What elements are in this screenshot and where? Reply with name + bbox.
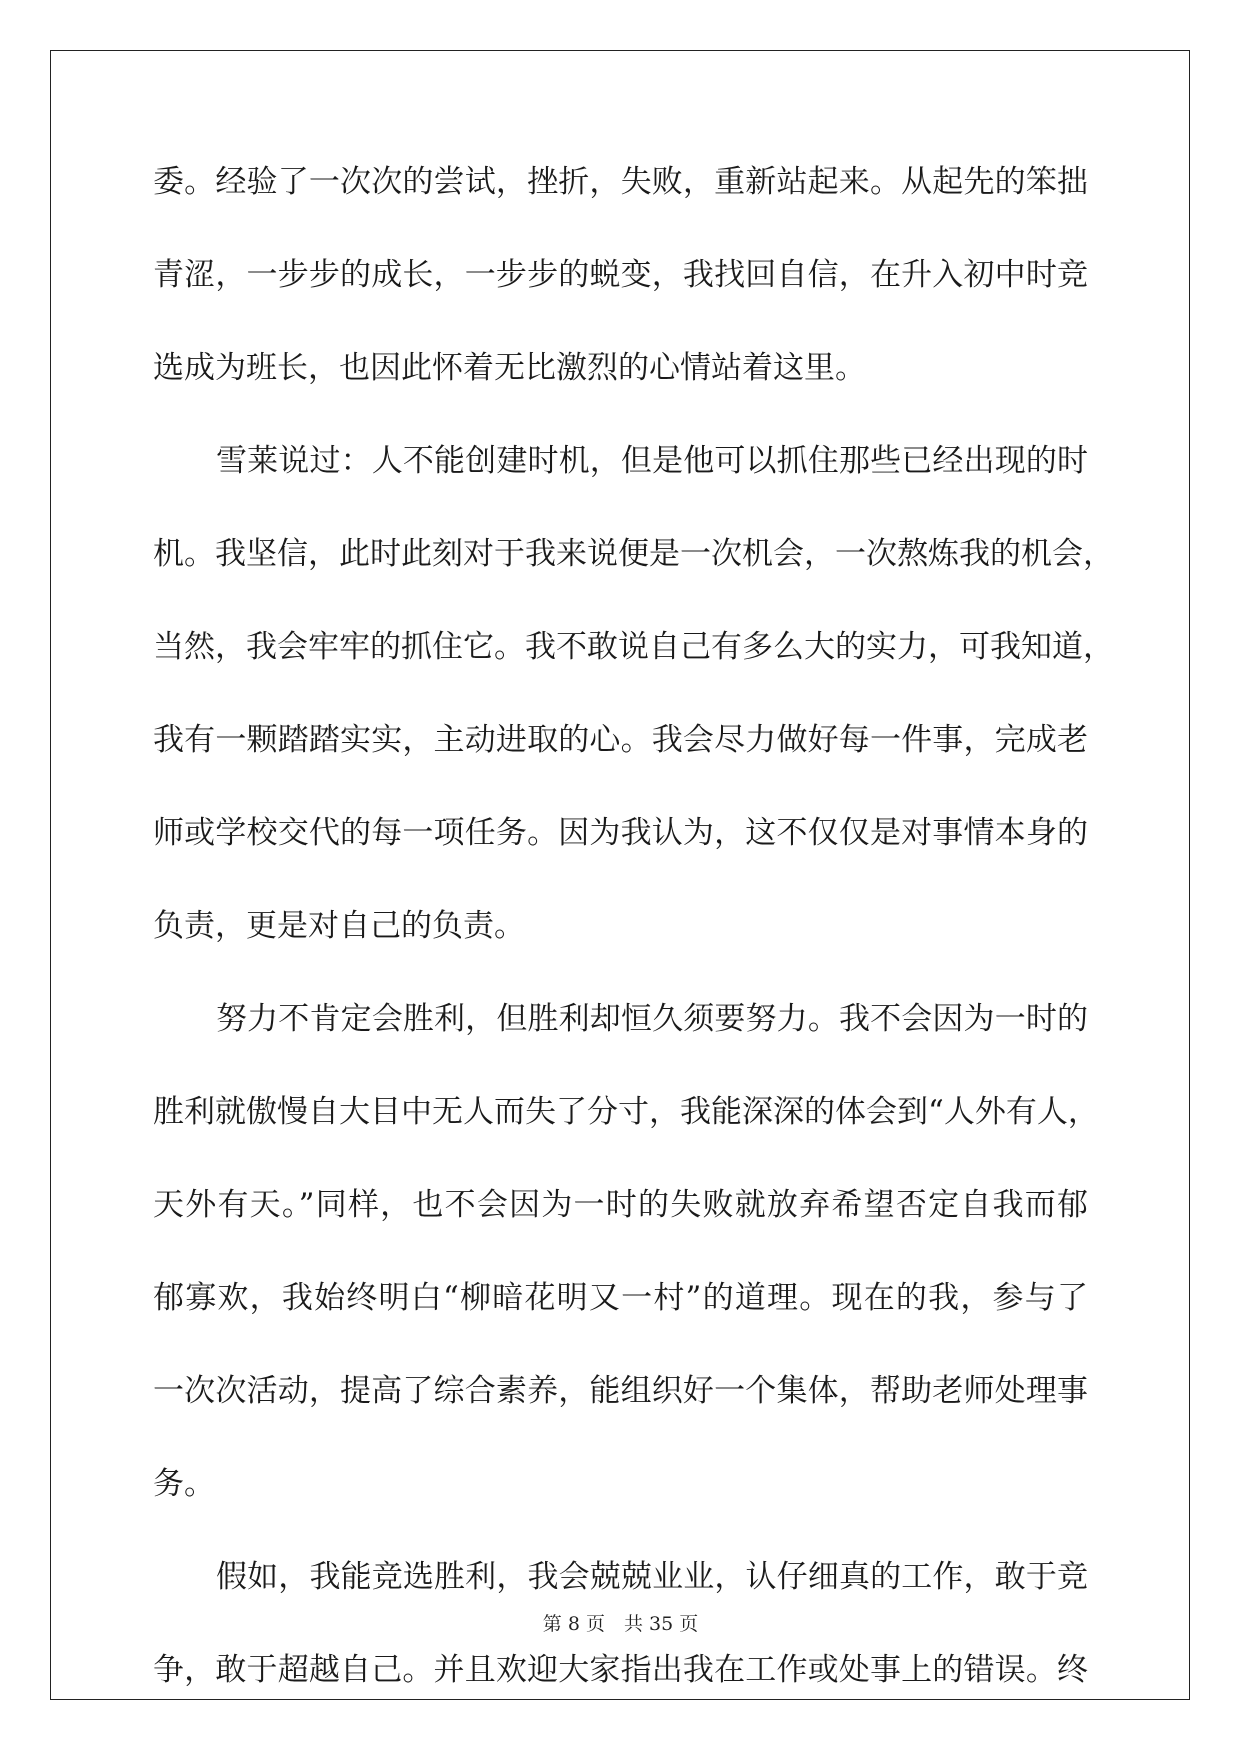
paragraph-first-line: 假如，我能竞选胜利，我会兢兢业业，认仔细真的工作，敢于竞	[216, 1559, 1088, 1595]
paragraph-first-line: 努力不肯定会胜利，但胜利却恒久须要努力。我不会因为一时的	[216, 1001, 1088, 1037]
text-line: 争，敢于超越自己。并且欢迎大家指出我在工作或处事上的错误。终	[153, 1652, 1088, 1688]
text-line: 当然，我会牢牢的抓住它。我不敢说自己有多么大的实力，可我知道，	[153, 629, 1114, 665]
text-line: 胜利就傲慢自大目中无人而失了分寸，我能深深的体会到“人外有人，	[153, 1094, 1099, 1130]
text-line: 一次次活动，提高了综合素养，能组织好一个集体，帮助老师处理事	[153, 1373, 1088, 1409]
document-body	[153, 162, 1114, 1743]
text-line: 青涩，一步步的成长，一步步的蜕变，我找回自信，在升入初中时竞	[153, 257, 1088, 293]
text-line: 务。	[153, 1466, 215, 1502]
text-line: 郁寡欢，我始终明白“柳暗花明又一村”的道理。现在的我，参与了	[153, 1280, 1088, 1316]
text-line: 委。经验了一次次的尝试，挫折，失败，重新站起来。从起先的笨拙	[153, 164, 1088, 200]
text-line: 我有一颗踏踏实实，主动进取的心。我会尽力做好每一件事，完成老	[153, 722, 1088, 758]
text-line: 选成为班长，也因此怀着无比激烈的心情站着这里。	[153, 350, 866, 386]
text-line: 机。我坚信，此时此刻对于我来说便是一次机会，一次熬炼我的机会，	[153, 536, 1114, 572]
text-line: 负责，更是对自己的负责。	[153, 908, 525, 944]
paragraph-first-line: 雪莱说过：人不能创建时机，但是他可以抓住那些已经出现的时	[216, 443, 1088, 479]
text-line: 天外有天。”同样，也不会因为一时的失败就放弃希望否定自我而郁	[153, 1187, 1088, 1223]
page-number: 第 8 页 共 35 页	[542, 1613, 699, 1635]
text-line: 师或学校交代的每一项任务。因为我认为，这不仅仅是对事情本身的	[153, 815, 1088, 851]
